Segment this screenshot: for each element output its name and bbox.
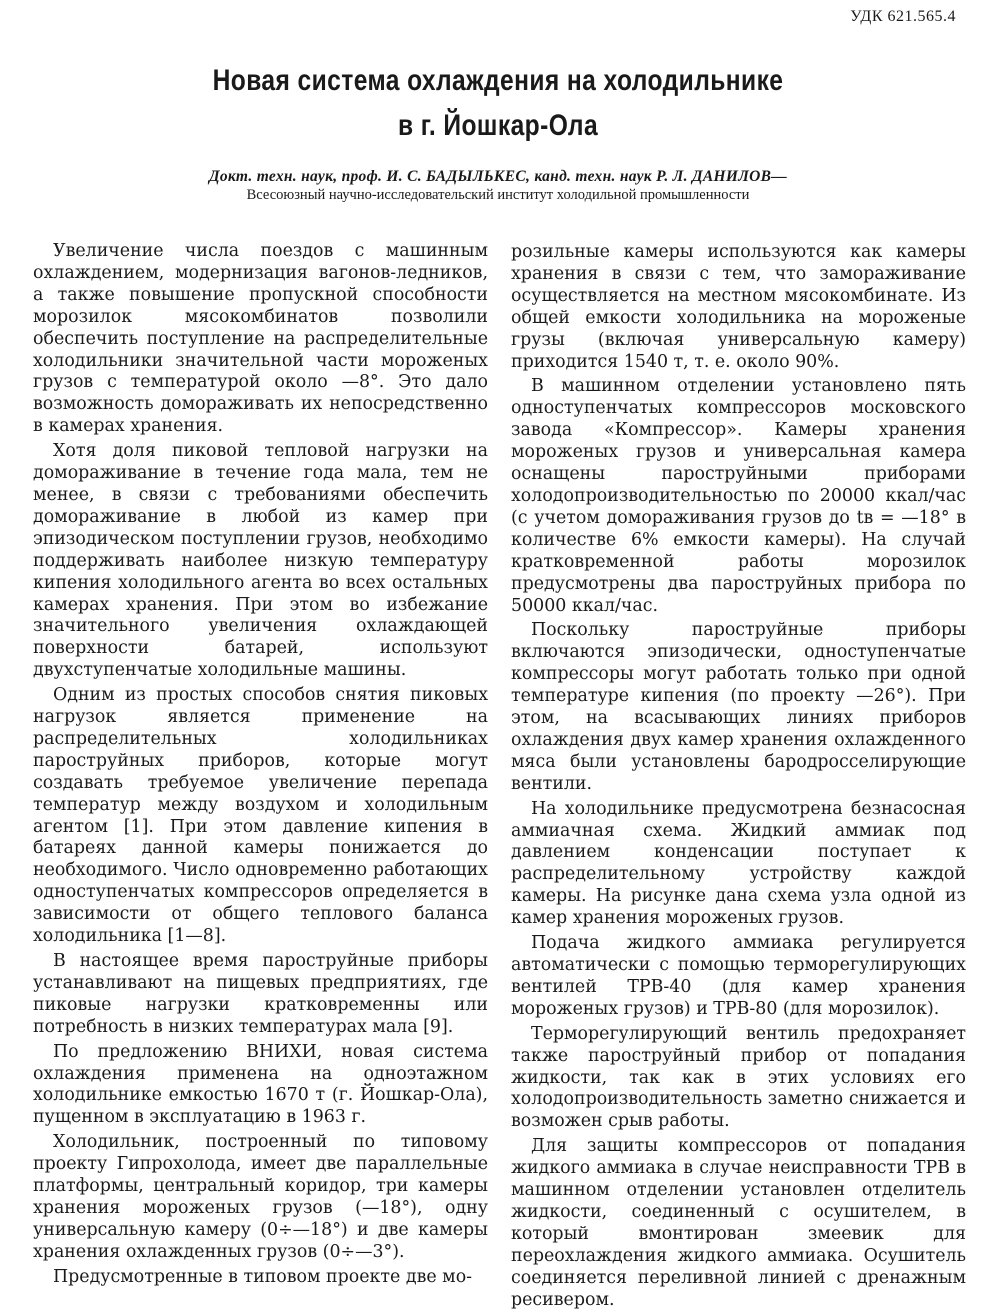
paragraph: Предусмотренные в типовом проекте две мо- bbox=[53, 1266, 473, 1287]
article-title bbox=[90, 58, 907, 148]
paragraph: На холодильнике предусмотрена безнасосная аммиачная схема. Жидкий аммиак под давлением конденсации поступает к распределительному устройству каждой камеры. На рисунке дана схема узла одной из камер хранения мороженых грузов. bbox=[511, 798, 966, 929]
paragraph: В машинном отделении установлено пять одноступенчатых компрессоров московского завода «Компрессор». Камеры хранения мороженых грузов и универсальная камера оснащены пароструйными приборами холодопроизводительностью по 20000 ккал/час (с учетом домораживания грузов до tв = —18° в количестве 6% емкости камеры). На случай кратковременной работы морозилок предусмотрены два пароструйных прибора по 50000 ккал/час. bbox=[511, 376, 966, 616]
paragraph: Поскольку пароструйные приборы включаются эпизодически, одноступенчатые компрессоры могут работать только при одной температуре кипения (по проекту —26°). При этом, на всасывающих линиях приборов охлаждения двух камер хранения охлажденного мяса были установлены бародросселирующие вентили. bbox=[511, 620, 966, 794]
title-line-2: в г. Йошкар-Ола bbox=[397, 109, 599, 142]
paragraph: Увеличение числа поездов с машинным охлаждением, модернизация вагонов-ледников, а также повышение пропускной способности морозилок мясокомбинатов позволили обеспечить поступление на распределительные холодильники значительной части мороженых грузов с температурой около —8°. Это дало возможность домораживать их непосредственно в камерах хранения. bbox=[33, 241, 488, 437]
paragraph: В настоящее время пароструйные приборы устанавливают на пищевых предприятиях, где пиковые нагрузки кратковременны или потребность в низких температурах мала [9]. bbox=[33, 951, 488, 1037]
paragraph: Одним из простых способов снятия пиковых нагрузок является применение на распределительных холодильниках пароструйных приборов, которые могут создавать требуемое увеличение перепада температур между воздухом и холодильным агентом [1]. При этом давление кипения в батареях данной камеры понижается до необходимого. Число одновременно работающих одноступенчатых компрессоров определяется в зависимости от общего теплового баланса холодильника [1—8]. bbox=[33, 685, 488, 947]
paragraph: Хотя доля пиковой тепловой нагрузки на домораживание в течение года мала, тем не менее, в связи с требованиями обеспечить домораживание в любой из камер при эпизодическом поступлении грузов, необходимо поддерживать наиболее низкую температуру кипения холодильного агента во всех остальных камерах хранения. При этом во избежание значительного увеличения охлаждающей поверхности батарей, используют двухступенчатые холодильные машины. bbox=[33, 441, 488, 681]
paragraph-continued: розильные камеры используются как камеры хранения в связи с тем, что замораживание осуществляется на местном мясокомбинате. Из общей емкости холодильника на мороженые грузы (включая универсальную камеру) приходится 1540 т, т. е. около 90%. bbox=[511, 242, 966, 372]
title-line-1: Новая система охлаждения на холодильнике bbox=[212, 64, 784, 97]
institute-line: Всесоюзный научно-исследовательский институт холодильной промышленности bbox=[246, 187, 750, 203]
authors-line: Докт. техн. наук, проф. И. С. БАДЫЛЬКЕС, канд. техн. наук Р. Л. ДАНИЛОВ— bbox=[208, 168, 788, 185]
paragraph: Терморегулирующий вентиль предохраняет также пароструйный прибор от попадания жидкости, так как в этих условиях его холодопроизводительность заметно снижается и возможен срыв работы. bbox=[511, 1023, 966, 1132]
paragraph: Для защиты компрессоров от попадания жидкого аммиака в случае неисправности ТРВ в машинном отделении установлен отделитель жидкости, соединенный с осушителем, в который вмонтирован змеевик для переохлаждения жидкого аммиака. Осушитель соединяется переливной линией с дренажным ресивером. bbox=[511, 1136, 966, 1310]
paragraph: Подача жидкого аммиака регулируется автоматически с помощью терморегулирующих вентилей ТРВ-40 (для камер хранения мороженых грузов) и ТРВ-80 (для морозилок). bbox=[511, 933, 966, 1019]
right-column bbox=[511, 242, 966, 1312]
paragraph: По предложению ВНИХИ, новая система охлаждения применена на одноэтажном холодильнике емкостью 1670 т (г. Йошкар-Ола), пущенном в эксплуатацию в 1963 г. bbox=[33, 1041, 488, 1128]
paragraph: Холодильник, построенный по типовому проекту Гипрохолода, имеет две параллельные платформы, центральный коридор, три камеры хранения мороженых грузов (—18°), одну универсальную камеру (0÷—18°) и две камеры хранения охлажденных грузов (0÷—3°). bbox=[33, 1132, 488, 1262]
left-column bbox=[33, 241, 488, 1289]
udc-code: УДК 621.565.4 bbox=[850, 8, 956, 25]
